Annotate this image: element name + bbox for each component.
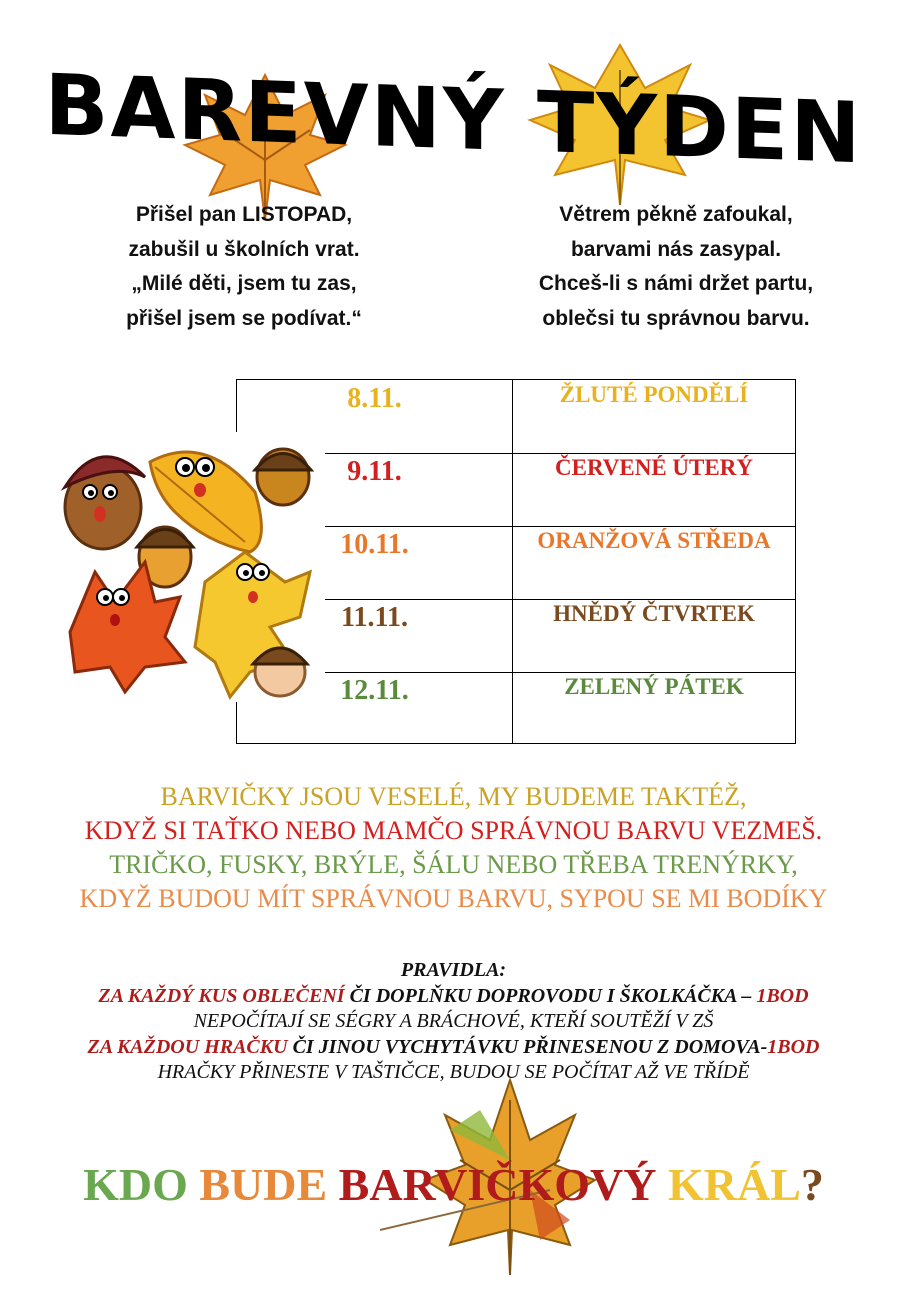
autumn-clipart	[55, 432, 325, 702]
poem-line: oblečsi tu správnou barvu.	[542, 306, 810, 330]
poem-line: Přišel pan LISTOPAD,	[135, 203, 353, 226]
day-cell: ČERVENÉ ÚTERÝ	[555, 455, 753, 480]
poem-right	[496, 198, 856, 336]
rules	[0, 958, 907, 1086]
page-title: BAREVNÝ TÝDEN	[44, 55, 863, 183]
poem-line: Chceš-li s námi držet partu,	[538, 272, 814, 295]
poem-line: přišel jsem se podívat.“	[126, 306, 362, 330]
rule-note: HRAČKY PŘINESTE V TAŠTIČCE, BUDOU SE POČÍTAT AŽ VE TŘÍDĚ	[157, 1061, 750, 1083]
day-cell: ŽLUTÉ PONDĚLÍ	[559, 382, 749, 407]
day-cell: HNĚDÝ ČTVRTEK	[553, 601, 755, 626]
rule-line: ZA KAŽDÝ KUS OBLEČENÍ ČI DOPLŇKU DOPROVODU I ŠKOLKÁČKA – 1BOD	[98, 984, 809, 1007]
poem-line: „Milé děti, jsem tu zas,	[131, 272, 357, 295]
rule-note: NEPOČÍTAJÍ SE SÉGRY A BRÁCHOVÉ, KTEŘÍ SOUTĚŽÍ V ZŠ	[193, 1010, 714, 1032]
rules-heading: PRAVIDLA:	[400, 959, 507, 981]
rule-line: ZA KAŽDOU HRAČKU ČI JINOU VYCHYTÁVKU PŘINESENOU Z DOMOVA-1BOD	[87, 1035, 820, 1058]
poem-line: Větrem pěkně zafoukal,	[559, 203, 793, 226]
date-cell: 9.11.	[347, 456, 402, 487]
verse-line: BARVIČKY JSOU VESELÉ, MY BUDEME TAKTÉŽ,	[160, 782, 747, 811]
poem-left	[64, 198, 424, 336]
verse-line: KDYŽ BUDOU MÍT SPRÁVNOU BARVU, SYPOU SE MI BODÍKY	[79, 884, 828, 913]
date-cell: 12.11.	[340, 675, 409, 706]
verse-line: KDYŽ SI TAŤKO NEBO MAMČO SPRÁVNOU BARVU VEZMEŠ.	[84, 816, 823, 845]
verse-line: TRIČKO, FUSKY, BRÝLE, ŠÁLU NEBO TŘEBA TRENÝRKY,	[109, 850, 798, 879]
acorn-icon	[253, 648, 307, 696]
date-cell: 8.11.	[347, 383, 402, 414]
verse	[0, 780, 907, 916]
acorn-icon	[65, 457, 145, 549]
day-cell: ZELENÝ PÁTEK	[564, 674, 744, 699]
date-cell: 11.11.	[341, 602, 408, 633]
day-cell: ORANŽOVÁ STŘEDA	[537, 528, 771, 553]
poem-line: zabušil u školních vrat.	[128, 237, 360, 261]
date-cell: 10.11.	[340, 529, 409, 560]
acorn-icon	[255, 449, 311, 505]
final-question: KDO BUDE BARVIČKOVÝ KRÁL?	[83, 1159, 824, 1210]
poem-line: barvami nás zasypal.	[570, 237, 782, 261]
